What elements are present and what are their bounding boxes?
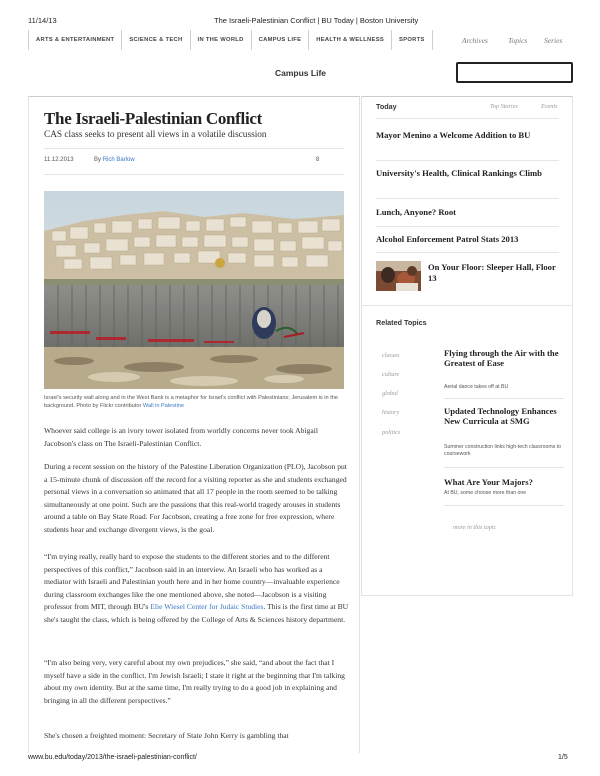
story-divider [376,160,559,161]
main-nav [28,30,433,50]
caption-link[interactable]: Wall in Palestine [142,403,185,409]
story-divider [376,198,559,199]
article-date: 11.12.2013 [44,157,74,163]
story-link[interactable]: University's Health, Clinical Rankings Climb [376,168,542,178]
photo-caption [44,394,348,410]
series-link[interactable]: Series [544,36,563,45]
article-byline [94,157,135,163]
related-divider [444,467,564,468]
topics-link[interactable]: Topics [508,36,528,45]
related-divider [444,398,564,399]
article-subtitle: CAS class seeks to present all views in a volatile discussion [44,130,267,140]
story-thumbnail[interactable] [376,261,421,291]
nav-science[interactable]: SCIENCE & TECH [122,30,190,50]
related-topics-heading: Related Topics [376,318,427,327]
paragraph-2: During a recent session on the history of the Palestine Liberation Organization (PLO), Jacobson put a 15-minute chunk of discussion off the record for a visiting reporter as she and students exchanged personal views in a conversation so animated that all 17 people in the room seemed to be talking simultaneously at one point. Such are the passions that this real-world tragedy arouses in students around a table on Bay State Road. For Jacobson, creating a free zone for free expression, where students hear and exchange divergent views, is the goal. [44,462,347,534]
nav-arts[interactable]: ARTS & ENTERTAINMENT [29,30,122,50]
topic-link[interactable]: global [382,390,398,397]
nav-sports[interactable]: SPORTS [399,37,425,43]
print-url: www.bu.edu/today/2013/the-israeli-palestinian-conflict/ [28,754,197,761]
nav-health[interactable]: HEALTH & WELLNESS [309,30,392,50]
author-link[interactable]: Rich Barlow [102,157,135,163]
print-date: 11/14/13 [28,16,57,25]
topic-link[interactable]: politics [382,429,401,436]
related-divider [361,305,573,306]
tab-top-stories[interactable]: Top Stories [490,103,518,110]
archives-link[interactable]: Archives [462,36,488,45]
nav-campus-life[interactable]: CAMPUS LIFE [252,30,310,50]
story-link[interactable]: Lunch, Anyone? Root [376,207,456,217]
story-divider [376,252,559,253]
judaic-studies-link[interactable]: Elie Wiesel Center for Judaic Studies [150,602,264,612]
related-story-title[interactable]: Updated Technology Enhances New Curricula at SMG [444,406,557,427]
related-divider [444,505,564,506]
related-story-desc: At BU, some choose more than one [444,490,527,496]
meta-divider-bottom [44,174,344,175]
story-link[interactable]: Mayor Menino a Welcome Addition to BU [376,130,531,140]
paragraph-4: “I'm also being very, very careful about my own prejudices,” she said, “and about the fact that I myself have a side in the conflict. I'm Jewish Israeli; I state it right at the beginning that I'm talking about my own identity. But at the same time, I'm really trying to do a good job in explaining and bringing in all the different perspectives.” [44,658,345,705]
article-title: The Israeli-Palestinian Conflict [44,109,262,128]
topic-link[interactable]: classes [382,352,400,359]
story-link[interactable]: Alcohol Enforcement Patrol Stats 2013 [376,234,519,244]
print-page-number: 1/5 [558,754,568,761]
story-link[interactable]: On Your Floor: Sleeper Hall, Floor 13 [428,262,556,283]
tab-events[interactable]: Events [541,103,558,110]
section-title: Campus Life [275,68,327,78]
article-photo [44,191,344,389]
comment-count[interactable]: 8 [316,157,320,163]
related-story-desc: Summer construction links high-tech classrooms to coursework [444,444,562,457]
print-page-title: The Israeli-Palestinian Conflict | BU Today | Boston University [214,16,419,25]
paragraph-5: She's chosen a freighted moment: Secretary of State John Kerry is gambling that [44,731,289,740]
related-story-title[interactable]: Flying through the Air with the Greatest of Ease [444,348,559,369]
related-story-title[interactable]: What Are Your Majors? [444,477,533,487]
story-divider [376,226,559,227]
topic-link[interactable]: culture [382,371,400,378]
nav-world[interactable]: IN THE WORLD [191,30,252,50]
today-heading: Today [376,102,397,111]
paragraph-1: Whoever said college is an ivory tower isolated from worldly concerns never took Abigail Jacobson's class on The Israeli-Palestinian Conflict. [44,426,318,448]
search-input[interactable] [456,62,573,83]
caption-text: Israel's security wall along and in the West Bank is a metaphor for Israel's conflict with Palestinians; Jerusalem is in the background. Photo by Flickr contributor [44,395,338,409]
byline-label: By [94,157,102,163]
sidebar-divider [376,118,559,119]
paragraph-3-text: “I'm trying really, really hard to expose the students to the different stories and to the different perspectives of this conflict,” Jacobson said in an interview. An Israeli who has worked as a mediator with Israeli and Palestinian youth here and in her home country—invaluable experience during classroom exchanges like the one mentioned above, she noted—Jacobson is a visiting professor from MIT, through BU's [44,552,340,612]
related-story-desc: Aerial dance takes off at BU [444,384,509,390]
paragraph-3 [44,551,350,627]
topic-link[interactable]: history [382,409,400,416]
meta-divider-top [44,148,344,149]
more-in-topic-link[interactable]: more in this topic [453,524,497,531]
paragraph-3-tail: . This is the first time at BU she's taught the class, which is being offered by the College of Arts & Sciences history department. [44,602,349,624]
